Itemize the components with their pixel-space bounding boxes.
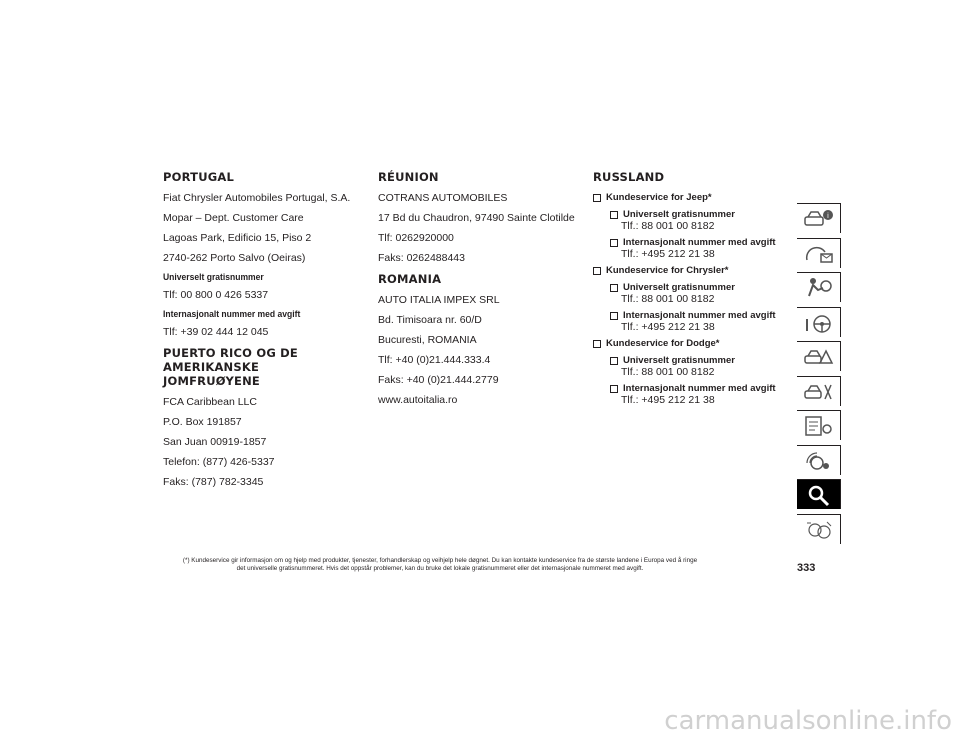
heading-puerto-rico-line1: PUERTO RICO OG DE AMERIKANSKE [163,346,298,374]
list-item [610,310,793,333]
tab-safety[interactable] [797,272,841,302]
group-title-text: Kundeservice for Chrysler* [606,265,729,276]
specifications-icon [803,414,835,438]
language-icon [803,518,835,542]
tab-multimedia[interactable] [797,445,841,475]
puerto-rico-line: Telefon: (877) 426-5337 [163,456,275,468]
tab-specifications[interactable] [797,410,841,440]
item-value: Tlf.: 88 001 00 8182 [621,220,715,232]
checkbox-bullet-icon [610,312,618,320]
puerto-rico-line: FCA Caribbean LLC [163,396,257,408]
heading-russland: RUSSLAND [593,170,665,184]
checkbox-bullet-icon [610,239,618,247]
airbag-safety-icon [803,276,835,300]
group-title-text: Kundeservice for Dodge* [606,338,720,349]
romania-line: AUTO ITALIA IMPEX SRL [378,294,500,306]
romania-website-link[interactable]: www.autoitalia.ro [378,394,458,406]
portugal-paid-number: Tlf: +39 02 444 12 045 [163,326,269,338]
tab-languages[interactable] [797,514,841,544]
footnote-line: (*) Kundeservice gir informasjon om og hjelp med produkter, tjenester, forhandlerskap og veihjelp hele døgnet. Du kan kontakte kundeservice fra de største landene i Europa ved å ringe [182,557,698,564]
tab-car-info[interactable] [797,203,841,233]
item-label: Universelt gratisnummer [623,209,735,220]
column-reunion-romania [378,170,578,414]
portugal-line: Fiat Chrysler Automobiles Portugal, S.A. [163,192,351,204]
item-value: Tlf.: 88 001 00 8182 [621,293,715,305]
item-value: Tlf.: +495 212 21 38 [621,321,715,333]
group-title [593,265,793,276]
tab-emergency[interactable] [797,341,841,371]
reunion-line: COTRANS AUTOMOBILES [378,192,508,204]
portugal-free-number: Tlf: 00 800 0 426 5337 [163,289,269,301]
romania-line: Bd. Timisoara nr. 60/D [378,314,482,326]
list-item [610,355,793,378]
puerto-rico-line: P.O. Box 191857 [163,416,242,428]
item-value: Tlf.: 88 001 00 8182 [621,366,715,378]
heading-portugal: PORTUGAL [163,170,234,184]
list-item [610,383,793,406]
checkbox-bullet-icon [610,357,618,365]
list-item [610,209,793,232]
puerto-rico-line: Faks: (787) 782-3345 [163,476,264,488]
dashboard-warning-icon [803,242,835,266]
checkbox-bullet-icon [593,340,601,348]
footnote [100,557,780,572]
checkbox-bullet-icon [593,267,601,275]
list-item [610,237,793,260]
watermark: carmanualsonline.info [664,706,952,736]
group-title-text: Kundeservice for Jeep* [606,192,712,203]
item-value: Tlf.: +495 212 21 38 [621,394,715,406]
group-title [593,338,793,349]
page-number: 333 [797,562,816,574]
tab-starting-driving[interactable] [797,307,841,337]
portugal-line: Mopar – Dept. Customer Care [163,212,304,224]
chapter-tabs [797,203,841,548]
heading-puerto-rico [163,346,363,388]
search-index-icon [803,483,835,507]
group-title [593,192,793,203]
car-info-icon [803,207,835,231]
svg-text:i: i [827,212,829,220]
item-value: Tlf.: +495 212 21 38 [621,248,715,260]
tab-dashboard[interactable] [797,238,841,268]
tab-servicing[interactable] [797,376,841,406]
heading-reunion: RÉUNION [378,170,439,184]
car-service-icon [803,380,835,404]
column-portugal-puerto-rico [163,170,363,496]
reunion-line: Faks: 0262488443 [378,252,465,264]
reunion-line: Tlf: 0262920000 [378,232,454,244]
romania-line: Tlf: +40 (0)21.444.333.4 [378,354,491,366]
item-label: Internasjonalt nummer med avgift [623,237,776,248]
romania-line: Faks: +40 (0)21.444.2779 [378,374,499,386]
footnote-line: det universelle gratisnummeret. Hvis det oppstår problemer, kan du bruke det lokale gratisnummeret eller det internasjonale nummeret med avgift. [236,564,644,572]
russland-group-dodge [593,338,793,406]
checkbox-bullet-icon [610,284,618,292]
tab-index[interactable] [797,479,841,509]
multimedia-icon [803,449,835,473]
checkbox-bullet-icon [610,385,618,393]
puerto-rico-line: San Juan 00919-1857 [163,436,267,448]
item-label: Internasjonalt nummer med avgift [623,383,776,394]
heading-puerto-rico-line2: JOMFRUØYENE [163,374,260,388]
item-label: Universelt gratisnummer [623,355,735,366]
portugal-line: Lagoas Park, Edificio 15, Piso 2 [163,232,312,244]
column-russland [593,170,793,411]
romania-line: Bucuresti, ROMANIA [378,334,477,346]
checkbox-bullet-icon [610,211,618,219]
emergency-car-icon [803,345,835,369]
russland-group-chrysler [593,265,793,333]
portugal-line: 2740-262 Porto Salvo (Oeiras) [163,252,306,264]
heading-romania: ROMANIA [378,272,442,286]
list-item [610,282,793,305]
item-label: Universelt gratisnummer [623,282,735,293]
steering-wheel-icon [803,311,835,335]
item-label: Internasjonalt nummer med avgift [623,310,776,321]
portugal-label-paid: Internasjonalt nummer med avgift [163,309,301,320]
portugal-label-free: Universelt gratisnummer [163,272,264,283]
russland-group-jeep [593,192,793,260]
checkbox-bullet-icon [593,194,601,202]
reunion-line: 17 Bd du Chaudron, 97490 Sainte Clotilde [378,212,575,224]
